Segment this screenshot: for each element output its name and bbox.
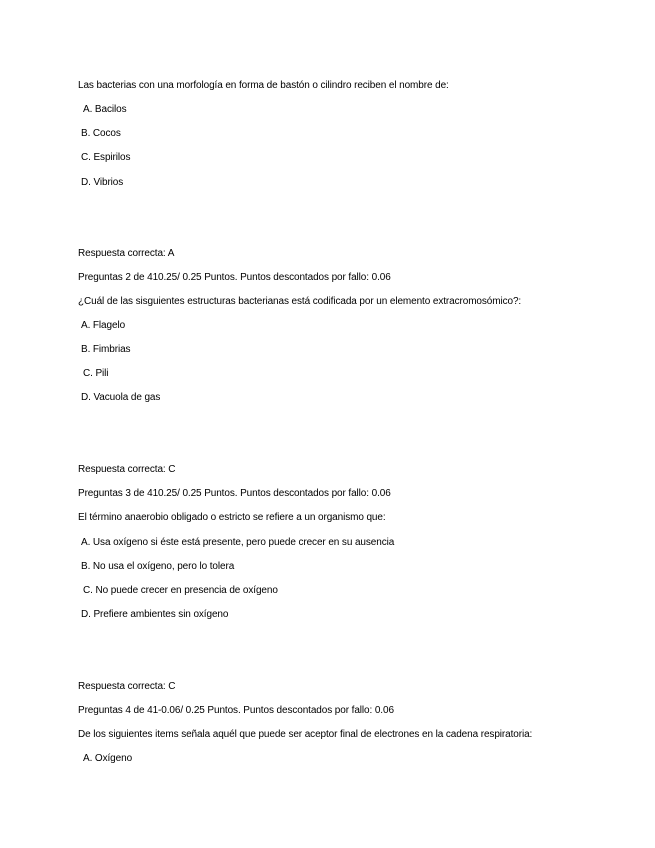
question-2-option-c[interactable]: C. Pili — [83, 368, 109, 379]
question-2-text: ¿Cuál de las sisguientes estructuras bacterianas está codificada por un elemento extracromosómico?: — [78, 296, 522, 307]
question-3-option-d[interactable]: D. Prefiere ambientes sin oxígeno — [81, 609, 229, 620]
question-2-answer: Respuesta correcta: C — [78, 464, 176, 475]
question-4-header: Preguntas 4 de 41-0.06/ 0.25 Puntos. Puntos descontados por fallo: 0.06 — [78, 705, 394, 716]
question-1-answer: Respuesta correcta: A — [78, 248, 175, 259]
question-3-option-b[interactable]: B. No usa el oxígeno, pero lo tolera — [81, 561, 235, 572]
question-2-option-d[interactable]: D. Vacuola de gas — [81, 392, 161, 403]
question-2-option-b[interactable]: B. Fimbrias — [81, 344, 131, 355]
question-1-option-a[interactable]: A. Bacilos — [83, 104, 127, 115]
question-2-header: Preguntas 2 de 410.25/ 0.25 Puntos. Puntos descontados por fallo: 0.06 — [78, 272, 391, 283]
question-3-option-a[interactable]: A. Usa oxígeno si éste está presente, pero puede crecer en su ausencia — [81, 537, 395, 548]
question-3-answer: Respuesta correcta: C — [78, 681, 176, 692]
question-1-text: Las bacterias con una morfología en forma de bastón o cilindro reciben el nombre de: — [78, 80, 449, 91]
question-3-text: El término anaerobio obligado o estricto se refiere a un organismo que: — [78, 512, 386, 523]
question-2-option-a[interactable]: A. Flagelo — [81, 320, 126, 331]
question-1-option-d[interactable]: D. Vibrios — [81, 177, 124, 188]
question-1-option-c[interactable]: C. Espirilos — [81, 152, 131, 163]
question-3-option-c[interactable]: C. No puede crecer en presencia de oxígeno — [83, 585, 278, 596]
question-4-text: De los siguientes items señala aquél que puede ser aceptor final de electrones en la cadena respiratoria: — [78, 729, 533, 740]
question-3-header: Preguntas 3 de 410.25/ 0.25 Puntos. Puntos descontados por fallo: 0.06 — [78, 488, 391, 499]
question-4-option-a[interactable]: A. Oxígeno — [83, 753, 133, 764]
question-1-option-b[interactable]: B. Cocos — [81, 128, 121, 139]
